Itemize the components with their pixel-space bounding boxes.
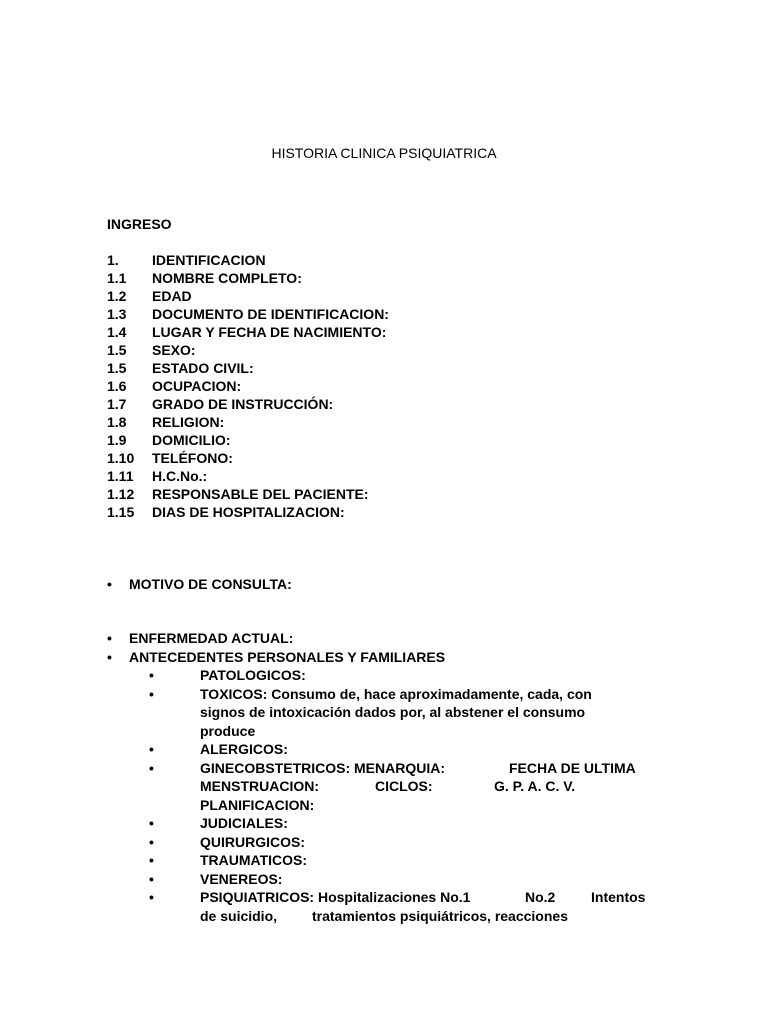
gine-label: PLANIFICACION: [200, 796, 315, 813]
venereos-label: VENEREOS: [200, 870, 283, 887]
item-label: TELÉFONO: [152, 450, 233, 466]
gine-label: CICLOS: [375, 778, 433, 794]
item-label: H.C.No.: [152, 468, 208, 484]
antecedentes-list [107, 666, 667, 925]
list-item [107, 323, 667, 341]
list-item [107, 305, 667, 323]
item-label: GRADO DE INSTRUCCIÓN: [152, 396, 334, 412]
list-item [107, 269, 667, 287]
item-number: 1.5 [107, 342, 127, 358]
bullet-icon: • [107, 630, 112, 646]
psiq-label: Intentos [591, 889, 646, 905]
list-item [107, 888, 667, 925]
list-item [107, 449, 667, 467]
item-label: IDENTIFICACION [152, 252, 266, 268]
traumaticos-label: TRAUMATICOS: [200, 852, 308, 868]
item-label: OCUPACION: [152, 378, 242, 394]
list-item [107, 413, 667, 431]
psiq-label: No.2 [525, 889, 556, 905]
item-label: LUGAR Y FECHA DE NACIMIENTO: [152, 324, 387, 340]
bullet-icon: • [149, 667, 154, 683]
bullet-icon: • [149, 870, 154, 887]
list-item [107, 341, 667, 359]
list-item [107, 287, 667, 305]
item-number: 1. [107, 252, 119, 268]
bullet-icon: • [149, 852, 154, 868]
bullet-icon: • [149, 833, 154, 850]
list-item [107, 431, 667, 449]
item-number: 1.12 [107, 486, 135, 502]
gine-label: GINECOBSTETRICOS: MENARQUIA: [200, 759, 445, 776]
psiq-label: PSIQUIATRICOS: Hospitalizaciones No.1 [200, 889, 471, 905]
psiq-label: de suicidio, [200, 907, 278, 924]
item-number: 1.6 [107, 378, 127, 394]
antecedentes-label: ANTECEDENTES PERSONALES Y FAMILIARES [129, 648, 446, 665]
toxicos-line: signos de intoxicación dados por, al abstener el consumo [200, 704, 586, 720]
item-number: 1.8 [107, 414, 127, 430]
list-item [107, 814, 667, 833]
item-number: 1.2 [107, 288, 127, 304]
item-number: 1.15 [107, 504, 135, 520]
toxicos-line: TOXICOS: Consumo de, hace aproximadamente, cada, con [200, 685, 592, 702]
bullet-icon: • [149, 815, 154, 831]
toxicos-line: produce [200, 722, 256, 739]
item-label: DIAS DE HOSPITALIZACION: [152, 504, 345, 520]
item-number: 1.1 [107, 270, 127, 286]
bullet-icon: • [149, 759, 154, 776]
list-item [107, 629, 667, 648]
list-item [107, 851, 667, 870]
list-item [107, 395, 667, 413]
list-item [107, 503, 667, 521]
psiquiatricos-text [200, 888, 650, 925]
list-item [107, 833, 667, 852]
motivo-section [107, 575, 667, 594]
list-item [107, 485, 667, 503]
psiq-label: tratamientos psiquiátricos, reacciones [312, 907, 568, 924]
document-title: HISTORIA CLINICA PSIQUIATRICA [271, 145, 497, 161]
item-label: RESPONSABLE DEL PACIENTE: [152, 486, 369, 502]
identification-list [107, 251, 667, 521]
bullet-icon: • [149, 889, 154, 905]
item-label: EDAD [152, 288, 192, 304]
list-item [107, 467, 667, 485]
list-item [107, 575, 667, 594]
list-item [107, 666, 667, 685]
item-number: 1.5 [107, 360, 127, 376]
bullet-icon: • [149, 685, 154, 702]
patologicos-label: PATOLOGICOS: [200, 667, 306, 683]
list-item [107, 759, 667, 815]
list-item [107, 685, 667, 741]
item-number: 1.4 [107, 324, 127, 340]
list-item [107, 377, 667, 395]
item-number: 1.9 [107, 432, 127, 448]
bullet-icon: • [107, 648, 112, 665]
item-number: 1.11 [107, 468, 134, 484]
gine-label: FECHA DE ULTIMA [509, 759, 636, 776]
bullet-icon: • [149, 741, 154, 757]
list-item [107, 648, 667, 667]
item-label: RELIGION: [152, 414, 225, 430]
item-label: SEXO: [152, 342, 196, 358]
list-item [107, 359, 667, 377]
item-number: 1.10 [107, 450, 135, 466]
list-item [107, 870, 667, 889]
gine-label: MENSTRUACION: [200, 778, 319, 794]
motivo-label: MOTIVO DE CONSULTA: [129, 576, 292, 592]
item-label: NOMBRE COMPLETO: [152, 270, 302, 286]
gine-label: G. P. A. C. V. [494, 778, 576, 794]
alergicos-label: ALERGICOS: [200, 741, 288, 757]
bullet-icon: • [107, 576, 112, 592]
item-label: ESTADO CIVIL: [152, 360, 254, 376]
item-number: 1.7 [107, 396, 127, 412]
list-item [107, 740, 667, 759]
quirurgicos-label: QUIRURGICOS: [200, 833, 305, 850]
section-heading: INGRESO [107, 216, 172, 232]
judiciales-label: JUDICIALES: [200, 815, 288, 831]
enfermedad-label: ENFERMEDAD ACTUAL: [129, 630, 294, 646]
item-number: 1.3 [107, 306, 127, 322]
list-item [107, 251, 667, 269]
toxicos-text [200, 685, 650, 741]
enfermedad-section [107, 629, 667, 666]
ginecobstetricos-text [200, 759, 650, 815]
item-label: DOCUMENTO DE IDENTIFICACION: [152, 306, 389, 322]
item-label: DOMICILIO: [152, 432, 231, 448]
